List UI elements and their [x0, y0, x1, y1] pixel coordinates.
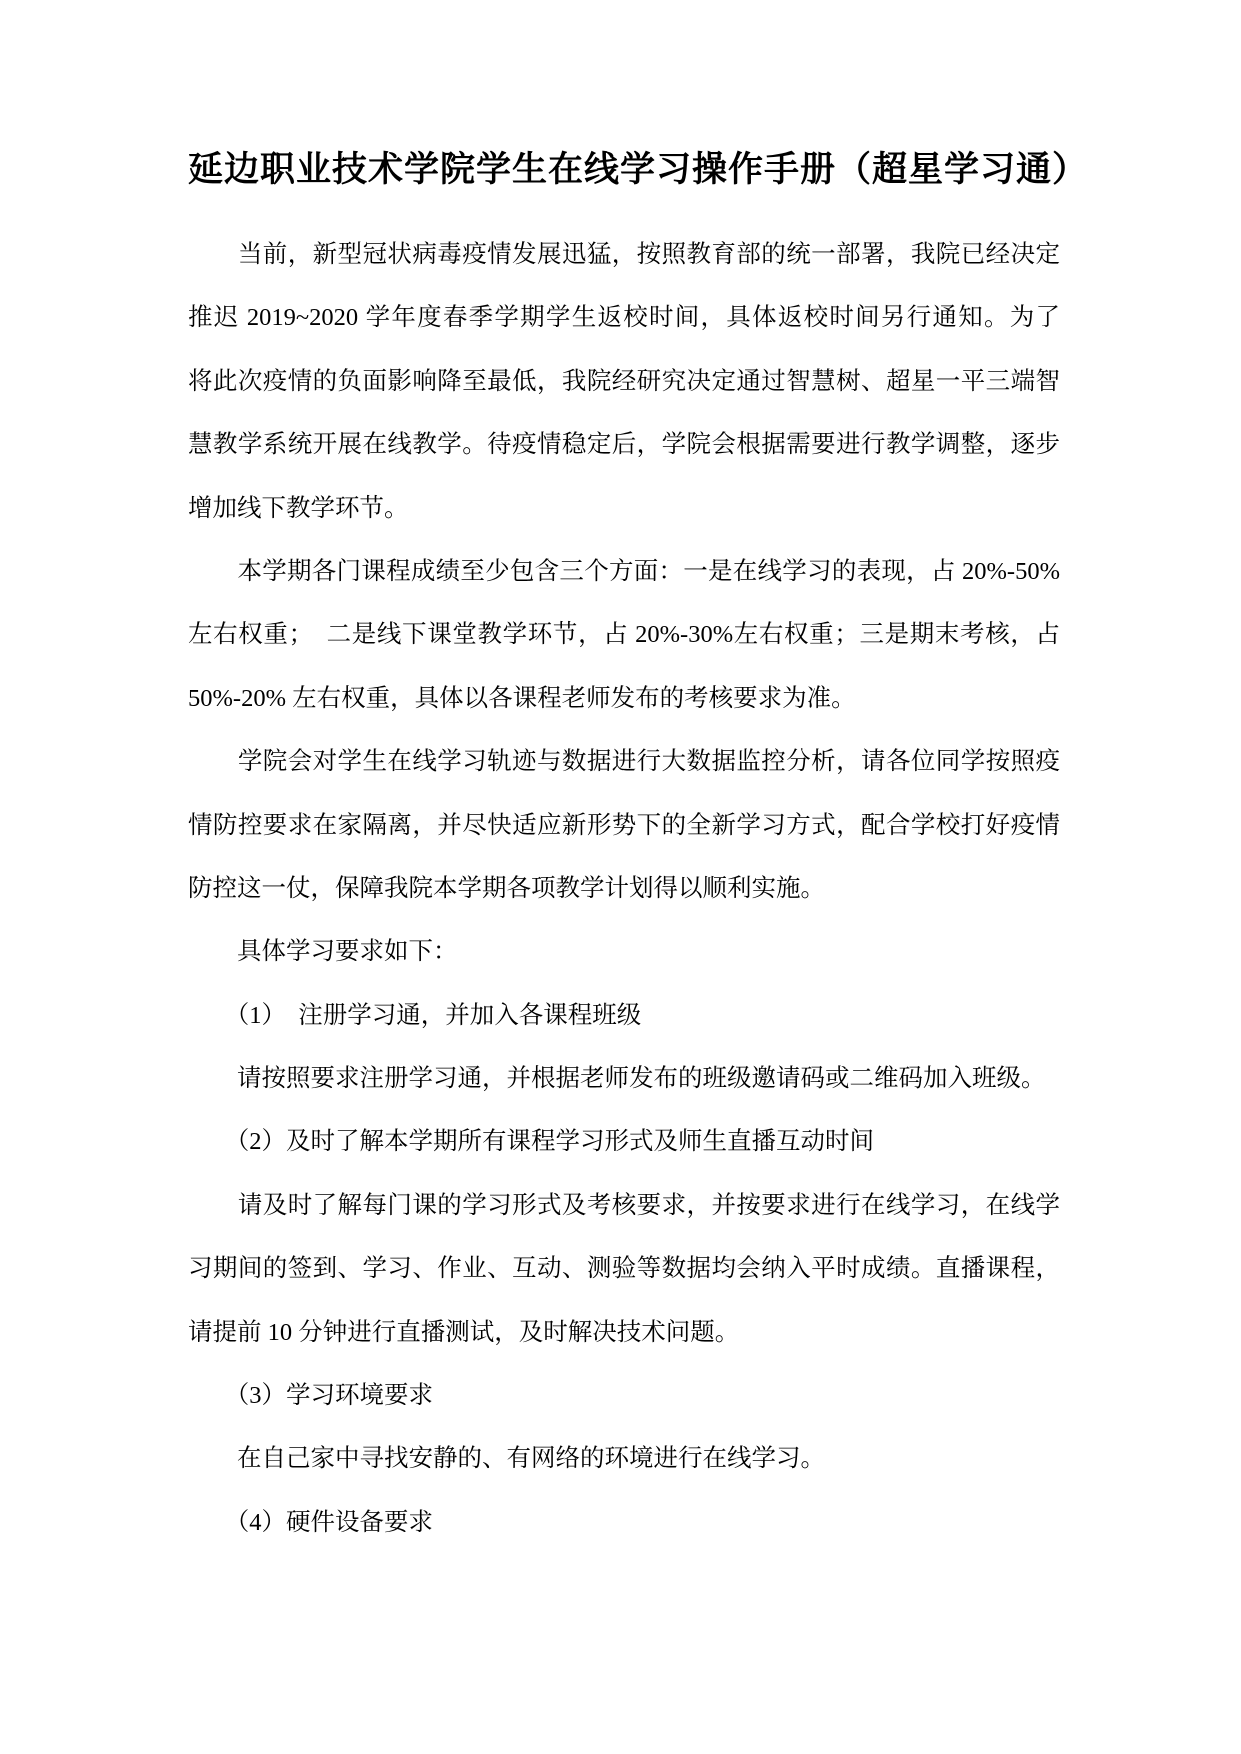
text-line: 慧教学系统开展在线教学。待疫情稳定后，学院会根据需要进行教学调整，逐步: [188, 431, 1060, 459]
paragraph: [188, 1174, 1060, 1364]
text-line: 情防控要求在家隔离，并尽快适应新形势下的全新学习方式，配合学校打好疫情: [188, 811, 1060, 839]
text-line: （1） 注册学习通，并加入各课程班级: [188, 1001, 642, 1029]
text-line: 增加线下教学环节。: [188, 494, 409, 522]
paragraph: [188, 1427, 1060, 1490]
text-line: 本学期各门课程成绩至少包含三个方面：一是在线学习的表现，占 20%-50%: [188, 557, 1060, 585]
text-line: 推迟 2019~2020 学年度春季学期学生返校时间，具体返校时间另行通知。为了: [188, 304, 1060, 332]
text-line: 请提前 10 分钟进行直播测试，及时解决技术问题。: [188, 1318, 740, 1346]
text-line: 请按照要求注册学习通，并根据老师发布的班级邀请码或二维码加入班级。: [188, 1065, 1046, 1093]
paragraph: [188, 540, 1060, 730]
paragraph: [188, 1110, 1060, 1173]
document-body: [188, 223, 1060, 1554]
text-line: 请及时了解每门课的学习形式及考核要求，并按要求进行在线学习，在线学: [188, 1191, 1060, 1219]
paragraph: [188, 1047, 1060, 1110]
text-line: 当前，新型冠状病毒疫情发展迅猛，按照教育部的统一部署，我院已经决定: [188, 241, 1060, 268]
text-line: 将此次疫情的负面影响降至最低，我院经研究决定通过智慧树、超星一平三端智: [188, 367, 1060, 395]
text-line: 在自己家中寻找安静的、有网络的环境进行在线学习。: [188, 1445, 825, 1473]
paragraph: [188, 1364, 1060, 1427]
text-line: 左右权重； 二是线下课堂教学环节，占 20%-30%左右权重；三是期末考核，占: [188, 621, 1060, 649]
text-line: 习期间的签到、学习、作业、互动、测验等数据均会纳入平时成绩。直播课程，: [188, 1255, 1060, 1283]
text-line: （3）学习环境要求: [188, 1382, 433, 1410]
document-content: [188, 145, 1089, 1554]
paragraph: [188, 984, 1060, 1047]
paragraph: [188, 920, 1060, 983]
paragraph: [188, 223, 1060, 540]
text-line: 50%-20% 左右权重，具体以各课程老师发布的考核要求为准。: [188, 684, 856, 712]
text-line: 具体学习要求如下：: [188, 938, 458, 966]
paragraph: [188, 730, 1060, 920]
text-line: （4）硬件设备要求: [188, 1508, 433, 1536]
text-line: 防控这一仗，保障我院本学期各项教学计划得以顺利实施。: [188, 874, 825, 902]
text-line: （2）及时了解本学期所有课程学习形式及师生直播互动时间: [188, 1128, 874, 1156]
document-title: 延边职业技术学院学生在线学习操作手册（超星学习通）: [188, 150, 1089, 189]
text-line: 学院会对学生在线学习轨迹与数据进行大数据监控分析，请各位同学按照疫: [188, 748, 1060, 776]
paragraph: [188, 1491, 1060, 1554]
